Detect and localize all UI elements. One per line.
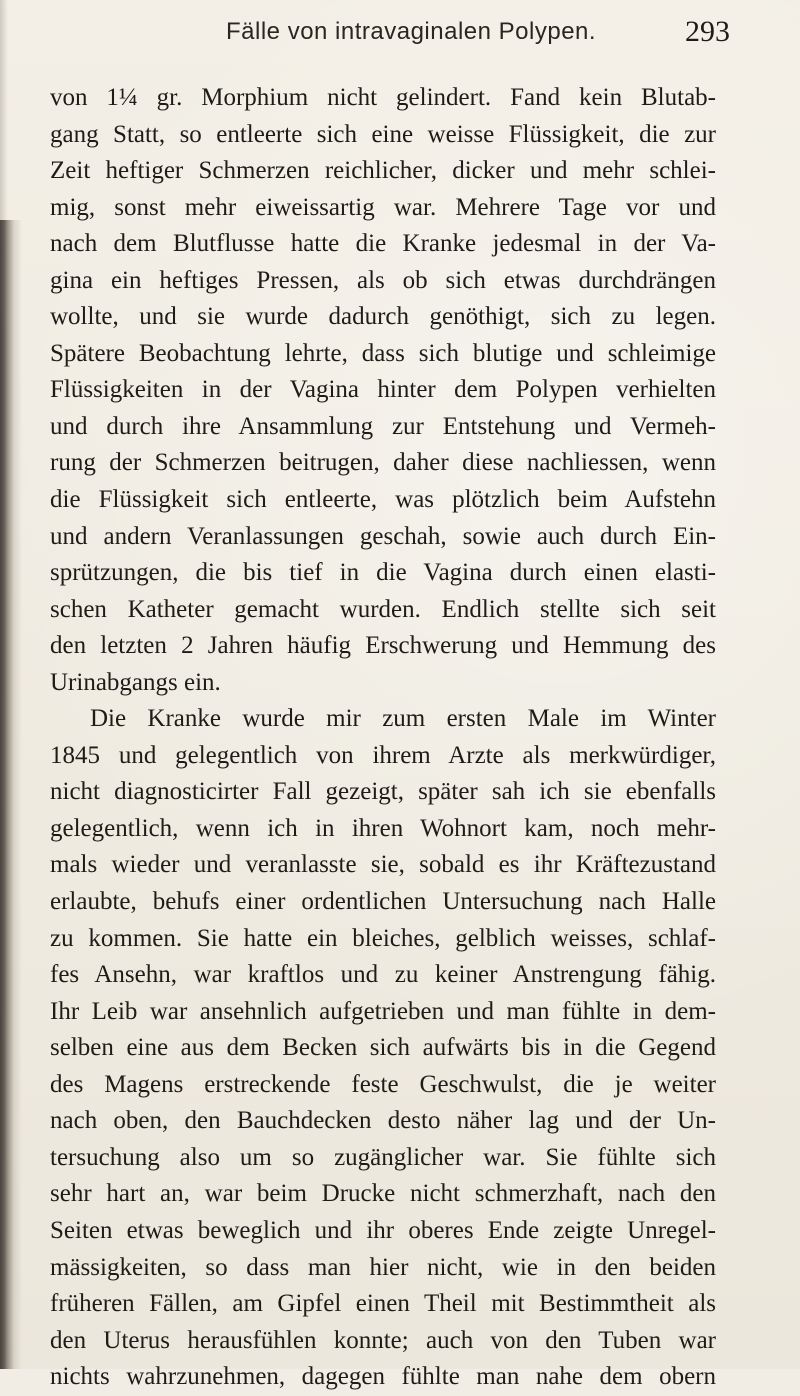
text-line: mals wieder und veranlasste sie, sobald es ihr Kräftezustand	[50, 851, 716, 879]
text-line: Spätere Beobachtung lehrte, dass sich blutige und schleimige	[50, 339, 716, 367]
text-line: und andern Veranlassungen geschah, sowie auch durch Ein-	[50, 522, 716, 550]
text-line: nach dem Blutflusse hatte die Kranke jedesmal in der Va-	[50, 230, 716, 258]
text-line: die Flüssigkeit sich entleerte, was plötzlich beim Aufstehn	[50, 486, 716, 514]
page-number: 293	[685, 15, 730, 48]
text-line: fes Ansehn, war kraftlos und zu keiner Anstrengung fähig.	[50, 961, 716, 989]
text-line: den letzten 2 Jahren häufig Erschwerung und Hemmung des	[50, 632, 716, 660]
text-line: mig, sonst mehr eiweissartig war. Mehrere Tage vor und	[50, 193, 716, 221]
text-line: wollte, und sie wurde dadurch genöthigt, sich zu legen.	[50, 303, 716, 331]
text-line: Flüssigkeiten in der Vagina hinter dem Polypen verhielten	[50, 376, 716, 404]
text-line: sehr hart an, war beim Drucke nicht schmerzhaft, nach den	[50, 1180, 716, 1208]
text-line: tersuchung also um so zugänglicher war. Sie fühlte sich	[50, 1143, 716, 1171]
text-line: gelegentlich, wenn ich in ihren Wohnort kam, noch mehr-	[50, 814, 716, 842]
text-line: nach oben, den Bauchdecken desto näher lag und der Un-	[50, 1107, 716, 1135]
page-edge-shadow-top	[0, 0, 8, 220]
text-line: mässigkeiten, so dass man hier nicht, wie in den beiden	[50, 1253, 716, 1281]
text-line: schen Katheter gemacht wurden. Endlich stellte sich seit	[50, 595, 716, 623]
text-line: rung der Schmerzen beitrugen, daher diese nachliessen, wenn	[50, 449, 716, 477]
text-line: selben eine aus dem Becken sich aufwärts bis in die Gegend	[50, 1034, 716, 1062]
running-head: Fälle von intravaginalen Polypen.	[226, 18, 597, 45]
text-line: zu kommen. Sie hatte ein bleiches, gelblich weisses, schlaf-	[50, 924, 716, 952]
text-line: den Uterus herausfühlen konnte; auch von den Tuben war	[50, 1326, 716, 1354]
text-line: 1845 und gelegentlich von ihrem Arzte als merkwürdiger,	[50, 741, 716, 769]
text-line: Zeit heftiger Schmerzen reichlicher, dicker und mehr schlei-	[50, 157, 716, 185]
text-line: von 1¼ gr. Morphium nicht gelindert. Fand kein Blutab-	[50, 84, 716, 111]
text-line: gina ein heftiges Pressen, als ob sich etwas durchdrängen	[50, 266, 716, 294]
book-binding-edge	[0, 220, 22, 1369]
text-line: früheren Fällen, am Gipfel einen Theil mit Bestimmtheit als	[50, 1290, 716, 1318]
paragraph-start-line: Die Kranke wurde mir zum ersten Male im Winter	[90, 705, 716, 733]
paragraph-end-line: Urinabgangs ein.	[50, 668, 221, 696]
text-line: gang Statt, so entleerte sich eine weisse Flüssigkeit, die zur	[50, 120, 716, 148]
text-line: nichts wahrzunehmen, dagegen fühlte man nahe dem obern	[50, 1363, 716, 1391]
text-line: erlaubte, behufs einer ordentlichen Untersuchung nach Halle	[50, 888, 716, 916]
text-line: Seiten etwas beweglich und ihr oberes Ende zeigte Unregel-	[50, 1216, 716, 1244]
body-text	[50, 80, 716, 1396]
text-line: des Magens erstreckende feste Geschwulst, die je weiter	[50, 1070, 716, 1098]
text-line: nicht diagnosticirter Fall gezeigt, später sah ich sie ebenfalls	[50, 778, 716, 806]
text-line: sprützungen, die bis tief in die Vagina durch einen elasti-	[50, 559, 716, 587]
text-line: Ihr Leib war ansehnlich aufgetrieben und man fühlte in dem-	[50, 997, 716, 1025]
text-line: und durch ihre Ansammlung zur Entstehung und Vermeh-	[50, 412, 716, 440]
